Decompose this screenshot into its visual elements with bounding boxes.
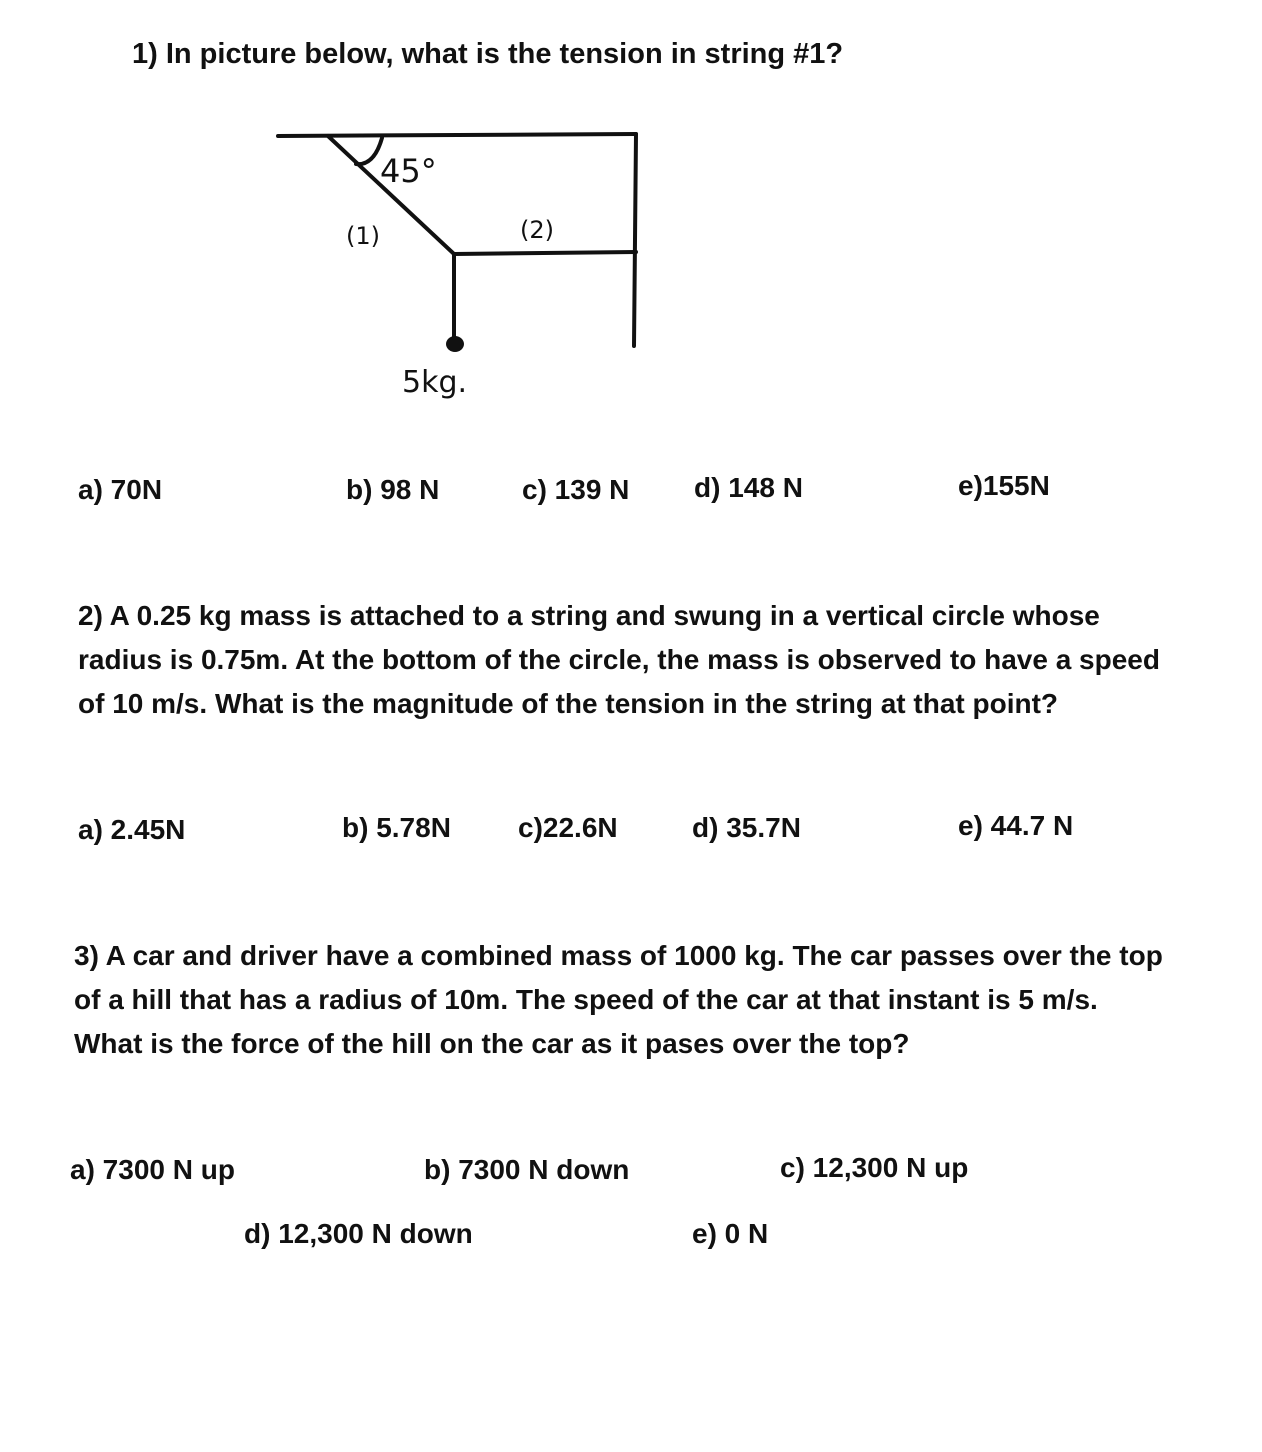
q2-choice-b: b) 5.78N (342, 812, 451, 843)
q1-choice-a: a) 70N (78, 474, 163, 505)
question-3-line-3: What is the force of the hill on the car as it pases over the top? (74, 1028, 910, 1059)
q2-choice-d: d) 35.7N (692, 812, 801, 843)
wall-line (634, 134, 636, 346)
tension-diagram (270, 120, 650, 410)
question-2-line-3: of 10 m/s. What is the magnitude of the tension in the string at that point? (78, 688, 1059, 719)
q3-choice-c: c) 12,300 N up (780, 1152, 969, 1183)
question-2-line-1: 2) A 0.25 kg mass is attached to a string and swung in a vertical circle whose (78, 600, 1100, 631)
ceiling-line (278, 134, 636, 136)
mass-label: 5kg. (402, 365, 468, 400)
q1-choice-d: d) 148 N (694, 472, 803, 503)
string-2 (454, 252, 636, 254)
angle-arc (356, 138, 382, 164)
q2-choice-e: e) 44.7 N (958, 810, 1074, 841)
q3-choice-a: a) 7300 N up (70, 1154, 235, 1185)
q1-choice-c: c) 139 N (522, 474, 630, 505)
question-1-text: 1) In picture below, what is the tension in string #1? (132, 38, 844, 70)
q1-choice-b: b) 98 N (346, 474, 440, 505)
string-1-label: (1) (346, 222, 380, 250)
q3-choice-b: b) 7300 N down (424, 1154, 630, 1185)
question-2-line-2: radius is 0.75m. At the bottom of the circle, the mass is observed to have a speed (78, 644, 1160, 675)
q3-choice-d: d) 12,300 N down (244, 1218, 473, 1249)
string-2-label: (2) (520, 216, 554, 244)
q2-choice-c: c)22.6N (518, 812, 618, 843)
question-3-line-2: of a hill that has a radius of 10m. The speed of the car at that instant is 5 m/s. (74, 984, 1098, 1015)
angle-label: 45° (380, 152, 437, 190)
q1-choice-e: e)155N (958, 470, 1050, 501)
q2-choice-a: a) 2.45N (78, 814, 186, 845)
q3-choice-e: e) 0 N (692, 1218, 769, 1249)
mass-dot (446, 336, 464, 352)
question-3-line-1: 3) A car and driver have a combined mass of 1000 kg. The car passes over the top (74, 940, 1163, 971)
